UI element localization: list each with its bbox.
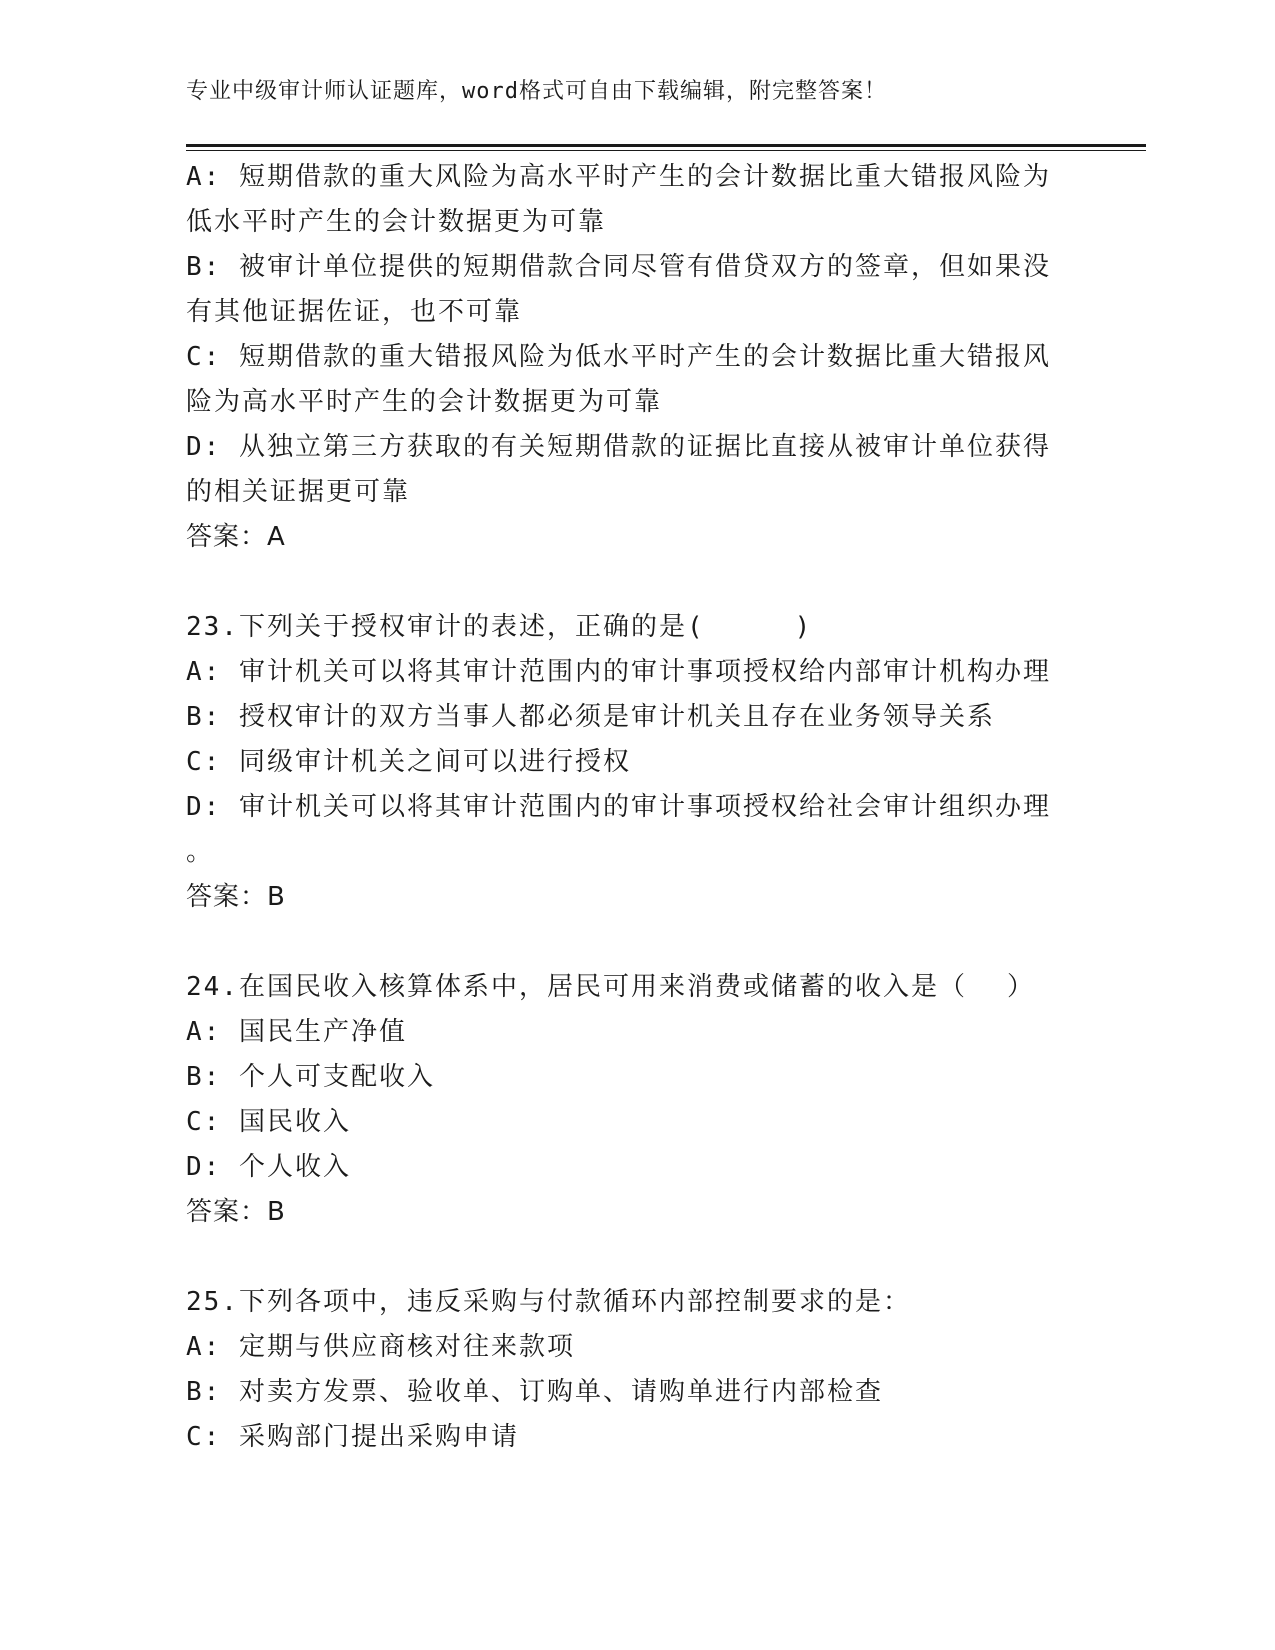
- question-content: [186, 155, 1076, 1460]
- spacer: [186, 920, 1076, 965]
- q23-stem-close: ): [794, 612, 813, 642]
- header-rule-thin: [186, 150, 1146, 151]
- q24-option-d: D: 个人收入: [186, 1152, 351, 1182]
- q23-option-a: A: 审计机关可以将其审计范围内的审计事项授权给内部审计机构办理: [186, 657, 1051, 687]
- q24-option-b: B: 个人可支配收入: [186, 1062, 435, 1092]
- page-header: 专业中级审计师认证题库，word格式可自由下载编辑，附完整答案！: [186, 79, 887, 104]
- q23-option-b: B: 授权审计的双方当事人都必须是审计机关且存在业务领导关系: [186, 702, 995, 732]
- q22-option-b-line1: B: 被审计单位提供的短期借款合同尽管有借贷双方的签章，但如果没: [186, 252, 1051, 282]
- q25-option-c: C: 采购部门提出采购申请: [186, 1422, 519, 1452]
- q22-option-d-line2: 的相关证据更可靠: [186, 477, 411, 507]
- q25-stem: 25.下列各项中，违反采购与付款循环内部控制要求的是：: [186, 1287, 911, 1317]
- header-rule-thick: [186, 144, 1146, 147]
- q23-option-c: C: 同级审计机关之间可以进行授权: [186, 747, 631, 777]
- q23-stem: [186, 605, 1076, 650]
- q22-option-a-line2: 低水平时产生的会计数据更为可靠: [186, 207, 607, 237]
- spacer: [186, 560, 1076, 605]
- question-24: [186, 965, 1076, 1235]
- q24-option-c: C: 国民收入: [186, 1107, 351, 1137]
- q22-option-a-line1: A: 短期借款的重大风险为高水平时产生的会计数据比重大错报风险为: [186, 162, 1051, 192]
- question-25: [186, 1280, 1076, 1460]
- q22-option-d-line1: D: 从独立第三方获取的有关短期借款的证据比直接从被审计单位获得: [186, 432, 1051, 462]
- q23-option-d-continuation: 。: [186, 837, 215, 867]
- question-22: [186, 155, 1076, 560]
- q24-stem-text: 24.在国民收入核算体系中，居民可用来消费或储蓄的收入是（: [186, 972, 967, 1002]
- q22-option-c-line1: C: 短期借款的重大错报风险为低水平时产生的会计数据比重大错报风: [186, 342, 1051, 372]
- q22-answer: 答案：A: [186, 522, 286, 552]
- q24-stem: [186, 965, 1076, 1010]
- q24-answer: 答案：B: [186, 1197, 286, 1227]
- question-23: [186, 605, 1076, 920]
- q23-answer: 答案：B: [186, 882, 286, 912]
- q24-option-a: A: 国民生产净值: [186, 1017, 407, 1047]
- q25-option-a: A: 定期与供应商核对往来款项: [186, 1332, 575, 1362]
- q23-stem-text: 23.下列关于授权审计的表述，正确的是(: [186, 612, 705, 642]
- q22-option-c-line2: 险为高水平时产生的会计数据更为可靠: [186, 387, 663, 417]
- spacer: [186, 1235, 1076, 1280]
- q25-option-b: B: 对卖方发票、验收单、订购单、请购单进行内部检查: [186, 1377, 883, 1407]
- q23-option-d: D: 审计机关可以将其审计范围内的审计事项授权给社会审计组织办理: [186, 792, 1051, 822]
- q22-option-b-line2: 有其他证据佐证，也不可靠: [186, 297, 523, 327]
- q24-stem-close: ）: [1006, 972, 1035, 1002]
